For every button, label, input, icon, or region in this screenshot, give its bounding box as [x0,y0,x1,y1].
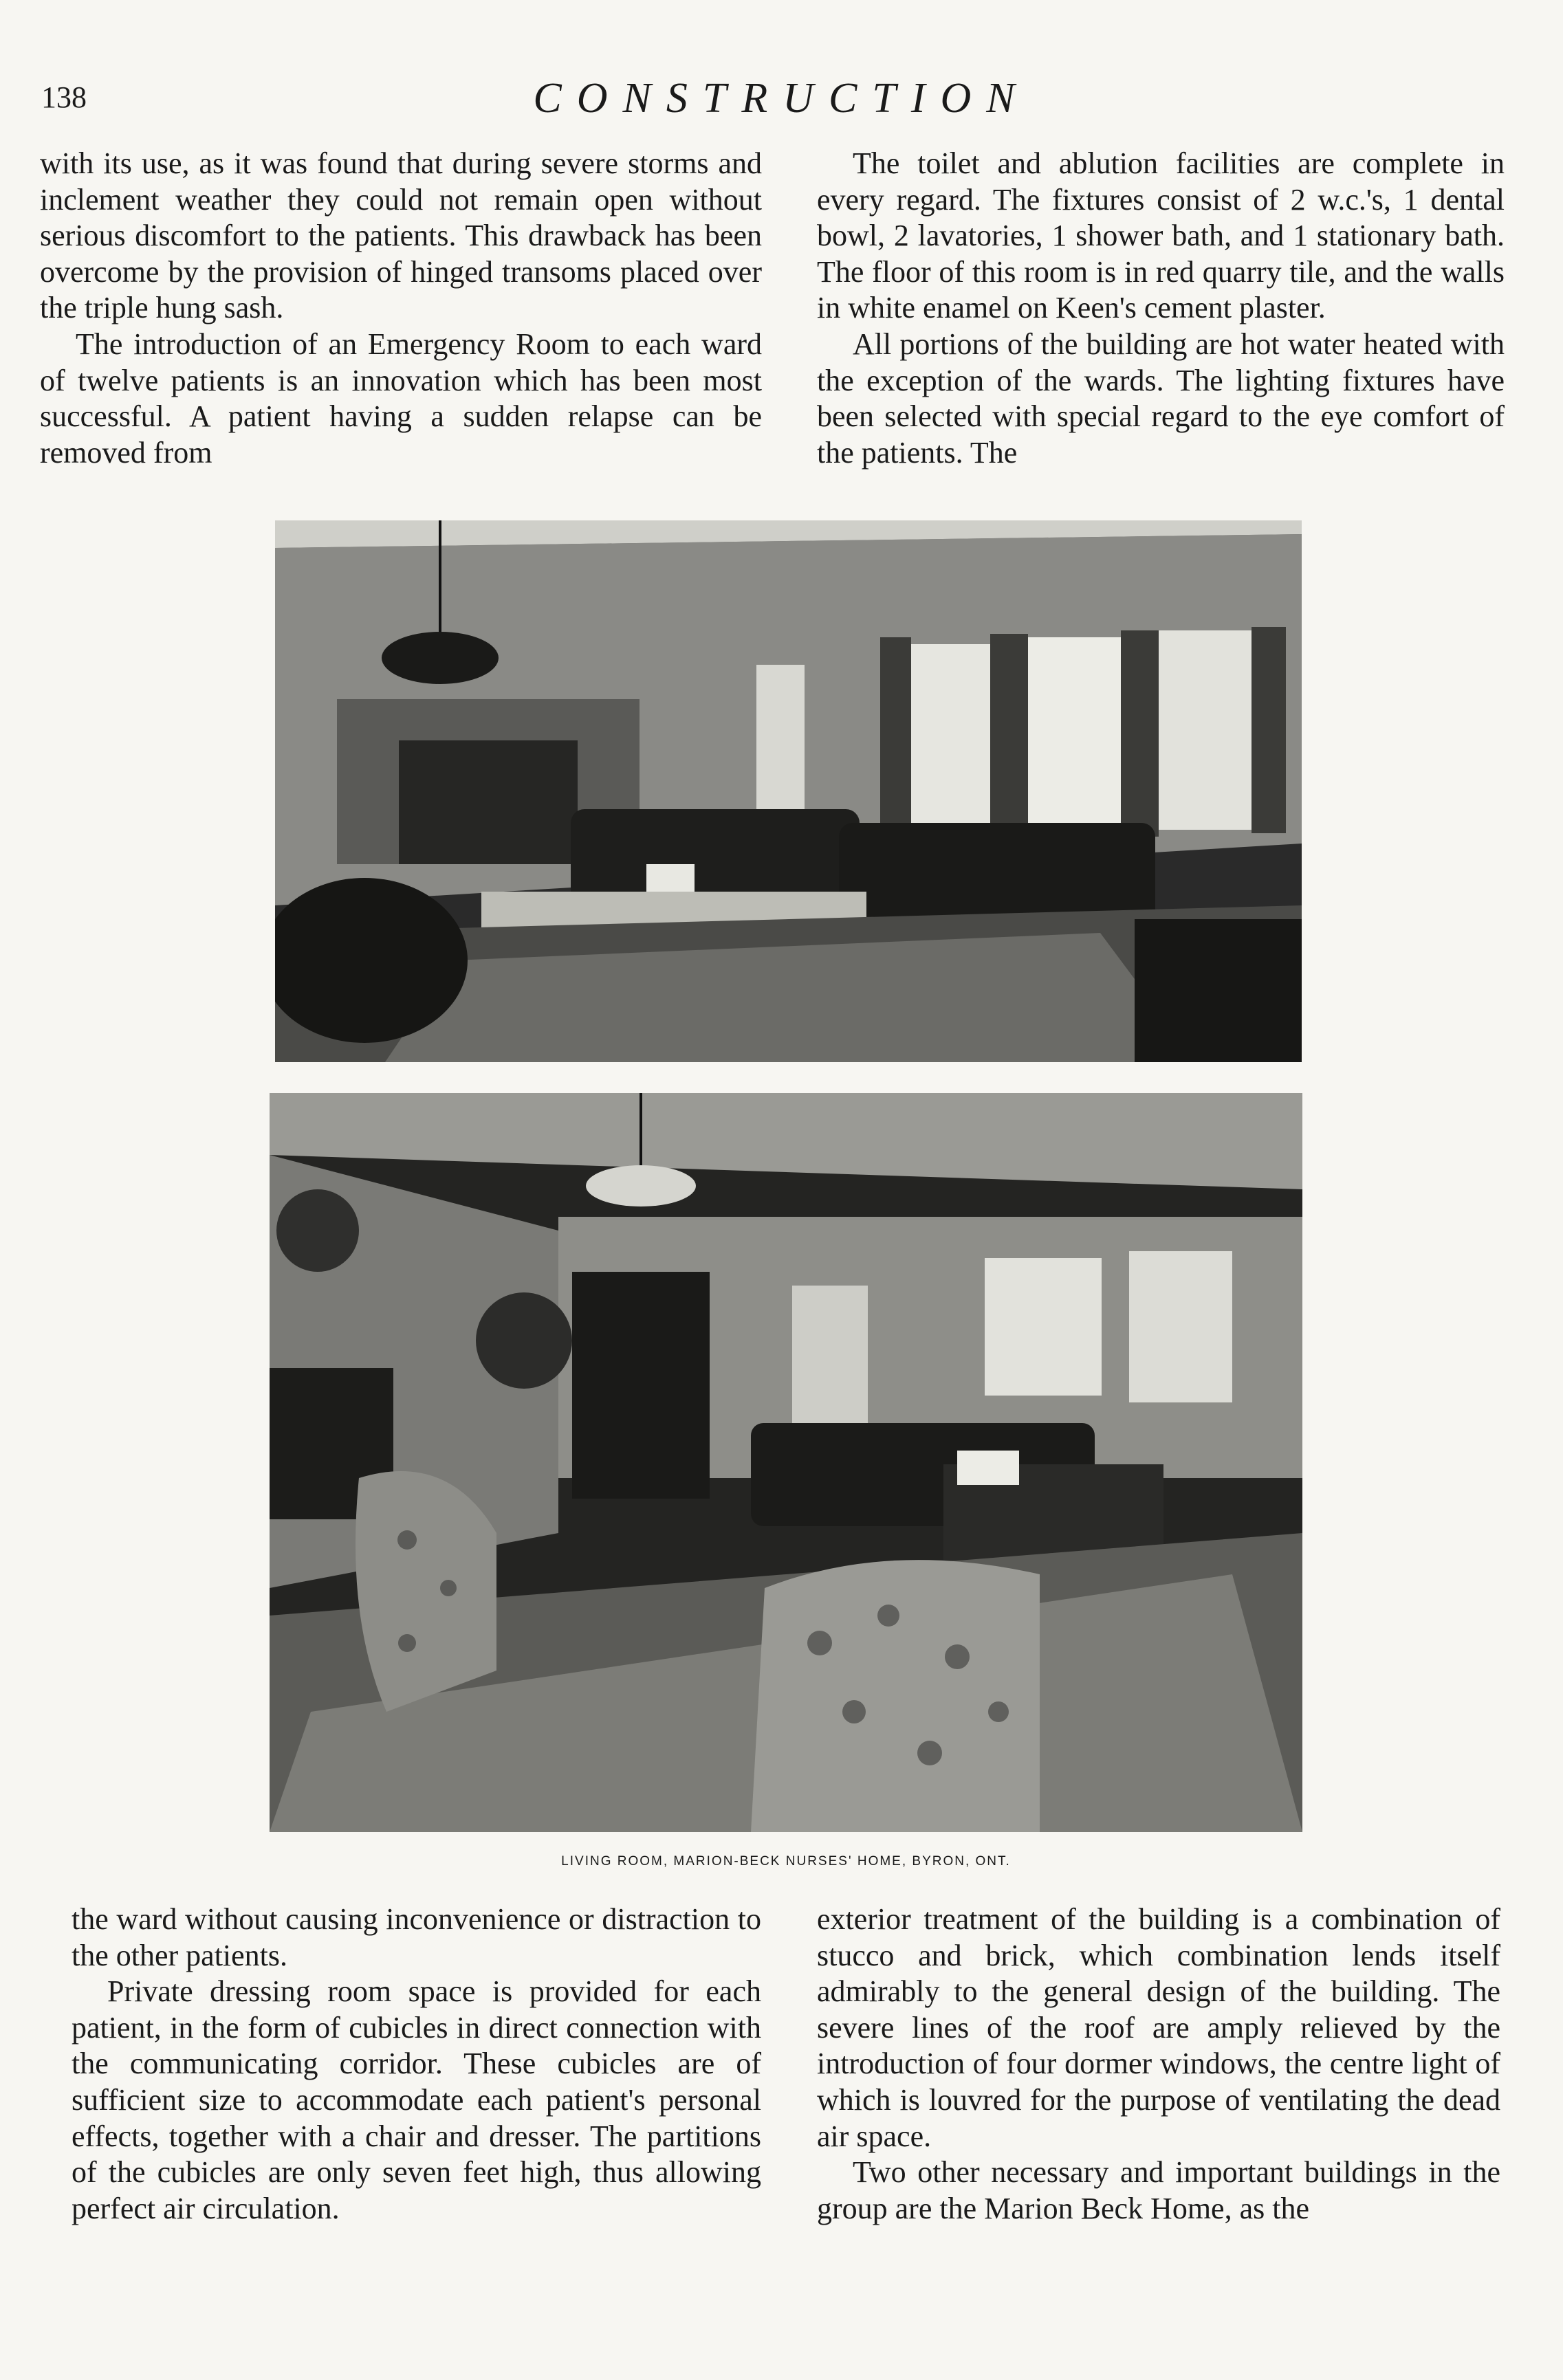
paragraph: exterior treatment of the building is a combination of stucco and brick, which combination lends itself admirably to the general design of the building. The severe lines of the roof are amply relieved by the introduction of four dormer windows, the centre light of which is louvred for the purpose of ventilating the dead air space. [817,1902,1500,2153]
paragraph: All portions of the building are hot water heated with the exception of the wards. The lighting fixtures have been selected with special regard to the eye comfort of the patients. The [817,327,1505,470]
paragraph: Two other necessary and important buildings in the group are the Marion Beck Home, as the [817,2155,1500,2225]
page-number: 138 [41,80,87,114]
photo-caption: LIVING ROOM, MARION-BECK NURSES' HOME, BYRON, ONT. [561,1854,1011,1869]
paragraph: with its use, as it was found that during severe storms and inclement weather they could not remain open without serious discomfort to the patients. This drawback has been overcome by the provision of hinged transoms placed over the triple hung sash. [40,146,762,325]
page-header [41,74,1522,129]
paragraph: the ward without causing inconvenience or distraction to the other patients. [72,1902,761,1972]
paragraph: The introduction of an Emergency Room to each ward of twelve patients is an innovation which has been most successful. A patient having a sudden relapse can be removed from [40,327,762,470]
living-room-photo-upper [275,520,1302,1062]
paragraph: Private dressing room space is provided for each patient, in the form of cubicles in direct connection with the communicating corridor. These cubicles are of sufficient size to accommodate each patient's personal effects, together with a chair and dresser. The partitions of the cubicles are only seven feet high, thus allowing perfect air circulation. [72,1974,761,2225]
column-top-left [40,146,762,471]
column-top-right [817,146,1505,471]
column-bottom-left [72,1902,761,2227]
paragraph: The toilet and ablution facilities are complete in every regard. The fixtures consist of 2 w.c.'s, 1 dental bowl, 2 lavatories, 1 shower bath, and 1 stationary bath. The floor of this room is in red quarry tile, and the walls in white enamel on Keen's cement plaster. [817,146,1505,325]
column-bottom-right [817,1902,1500,2227]
running-head: CONSTRUCTION [533,75,1030,122]
living-room-photo-lower [270,1093,1302,1832]
